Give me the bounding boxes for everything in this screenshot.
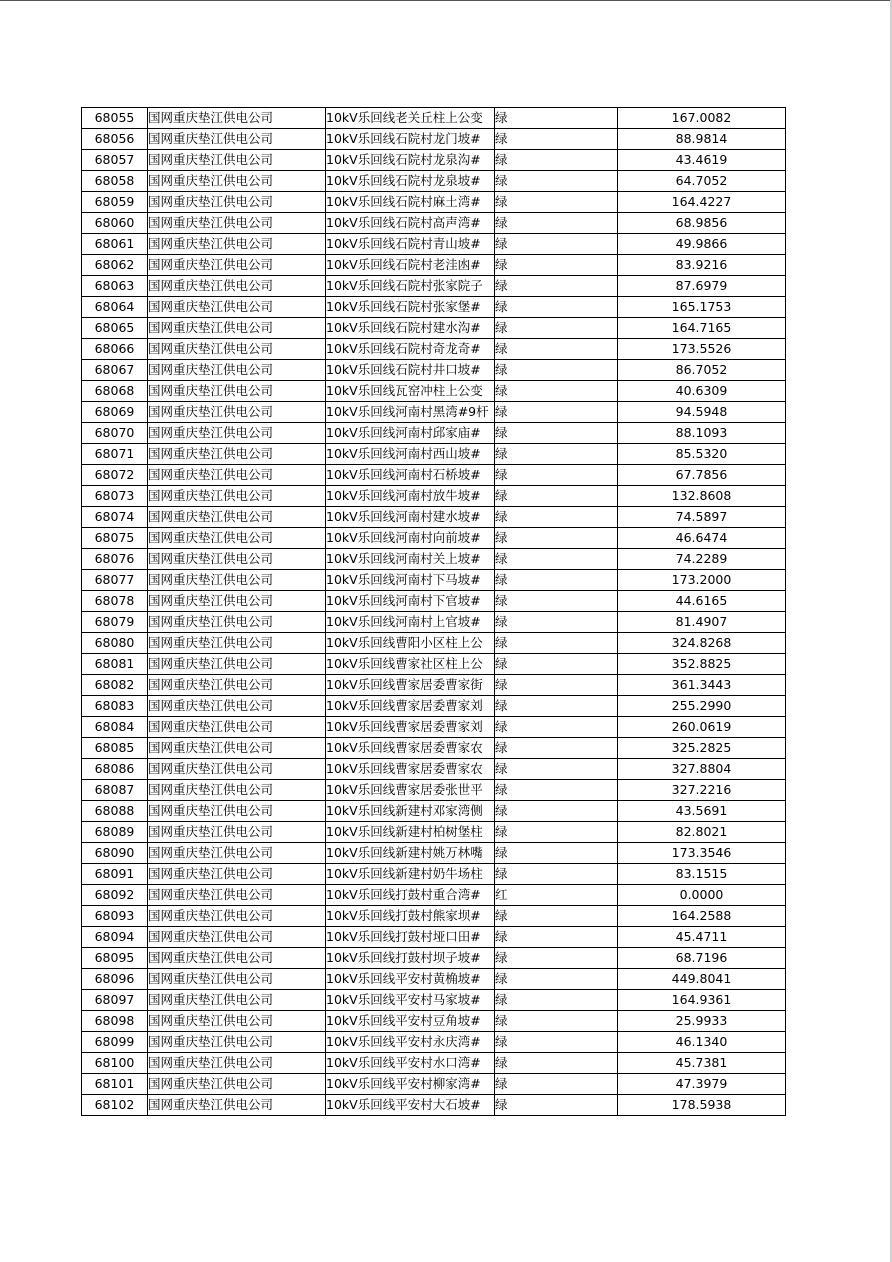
transformer-name-cell: 10kV乐回线石院村龙泉沟# bbox=[326, 150, 495, 171]
table-body bbox=[82, 108, 786, 1116]
status-cell: 绿 bbox=[495, 1032, 618, 1053]
company-cell: 国网重庆垫江供电公司 bbox=[148, 675, 326, 696]
transformer-name-cell: 10kV乐回线新建村柏树堡柱 bbox=[326, 822, 495, 843]
status-cell: 绿 bbox=[495, 234, 618, 255]
transformer-name-cell: 10kV乐回线河南村下官坡# bbox=[326, 591, 495, 612]
value-cell: 164.7165 bbox=[618, 318, 786, 339]
status-cell: 绿 bbox=[495, 927, 618, 948]
status-cell: 绿 bbox=[495, 549, 618, 570]
record-id-cell: 68096 bbox=[82, 969, 148, 990]
value-cell: 68.9856 bbox=[618, 213, 786, 234]
company-cell: 国网重庆垫江供电公司 bbox=[148, 507, 326, 528]
transformer-name-cell: 10kV乐回线平安村豆角坡# bbox=[326, 1011, 495, 1032]
value-cell: 260.0619 bbox=[618, 717, 786, 738]
record-id-cell: 68078 bbox=[82, 591, 148, 612]
transformer-name-cell: 10kV乐回线新建村姚万林嘴 bbox=[326, 843, 495, 864]
table-row bbox=[82, 381, 786, 402]
transformer-name-cell: 10kV乐回线河南村关上坡# bbox=[326, 549, 495, 570]
transformer-name-cell: 10kV乐回线瓦窑冲柱上公变 bbox=[326, 381, 495, 402]
table-row bbox=[82, 213, 786, 234]
transformer-name-cell: 10kV乐回线打鼓村坝子坡# bbox=[326, 948, 495, 969]
table-row bbox=[82, 822, 786, 843]
status-cell: 绿 bbox=[495, 1053, 618, 1074]
table-row bbox=[82, 507, 786, 528]
table-row bbox=[82, 570, 786, 591]
transformer-name-cell: 10kV乐回线石院村龙泉坡# bbox=[326, 171, 495, 192]
status-cell: 绿 bbox=[495, 864, 618, 885]
transformer-name-cell: 10kV乐回线石院村井口坡# bbox=[326, 360, 495, 381]
company-cell: 国网重庆垫江供电公司 bbox=[148, 990, 326, 1011]
record-id-cell: 68059 bbox=[82, 192, 148, 213]
record-id-cell: 68057 bbox=[82, 150, 148, 171]
status-cell: 绿 bbox=[495, 423, 618, 444]
table-row bbox=[82, 423, 786, 444]
value-cell: 449.8041 bbox=[618, 969, 786, 990]
transformer-name-cell: 10kV乐回线曹家居委张世平 bbox=[326, 780, 495, 801]
transformer-name-cell: 10kV乐回线打鼓村熊家坝# bbox=[326, 906, 495, 927]
table-row bbox=[82, 612, 786, 633]
transformer-name-cell: 10kV乐回线河南村黑湾#9杆 bbox=[326, 402, 495, 423]
value-cell: 74.5897 bbox=[618, 507, 786, 528]
company-cell: 国网重庆垫江供电公司 bbox=[148, 822, 326, 843]
value-cell: 255.2990 bbox=[618, 696, 786, 717]
company-cell: 国网重庆垫江供电公司 bbox=[148, 885, 326, 906]
status-cell: 绿 bbox=[495, 1095, 618, 1116]
status-cell: 绿 bbox=[495, 255, 618, 276]
company-cell: 国网重庆垫江供电公司 bbox=[148, 360, 326, 381]
table-row bbox=[82, 486, 786, 507]
company-cell: 国网重庆垫江供电公司 bbox=[148, 1095, 326, 1116]
company-cell: 国网重庆垫江供电公司 bbox=[148, 150, 326, 171]
data-table bbox=[81, 107, 786, 1116]
record-id-cell: 68092 bbox=[82, 885, 148, 906]
company-cell: 国网重庆垫江供电公司 bbox=[148, 444, 326, 465]
record-id-cell: 68079 bbox=[82, 612, 148, 633]
company-cell: 国网重庆垫江供电公司 bbox=[148, 843, 326, 864]
status-cell: 绿 bbox=[495, 843, 618, 864]
transformer-name-cell: 10kV乐回线曹家居委曹家刘 bbox=[326, 696, 495, 717]
transformer-name-cell: 10kV乐回线曹家居委曹家街 bbox=[326, 675, 495, 696]
value-cell: 0.0000 bbox=[618, 885, 786, 906]
company-cell: 国网重庆垫江供电公司 bbox=[148, 402, 326, 423]
table-row bbox=[82, 528, 786, 549]
value-cell: 44.6165 bbox=[618, 591, 786, 612]
record-id-cell: 68074 bbox=[82, 507, 148, 528]
value-cell: 361.3443 bbox=[618, 675, 786, 696]
value-cell: 327.8804 bbox=[618, 759, 786, 780]
table-row bbox=[82, 192, 786, 213]
table-row bbox=[82, 465, 786, 486]
record-id-cell: 68087 bbox=[82, 780, 148, 801]
status-cell: 绿 bbox=[495, 696, 618, 717]
status-cell: 绿 bbox=[495, 738, 618, 759]
record-id-cell: 68061 bbox=[82, 234, 148, 255]
company-cell: 国网重庆垫江供电公司 bbox=[148, 696, 326, 717]
value-cell: 43.4619 bbox=[618, 150, 786, 171]
company-cell: 国网重庆垫江供电公司 bbox=[148, 255, 326, 276]
record-id-cell: 68084 bbox=[82, 717, 148, 738]
company-cell: 国网重庆垫江供电公司 bbox=[148, 864, 326, 885]
transformer-name-cell: 10kV乐回线石院村奇龙奇# bbox=[326, 339, 495, 360]
status-cell: 绿 bbox=[495, 297, 618, 318]
transformer-name-cell: 10kV乐回线打鼓村重合湾# bbox=[326, 885, 495, 906]
table-row bbox=[82, 990, 786, 1011]
table-row bbox=[82, 108, 786, 129]
status-cell: 绿 bbox=[495, 675, 618, 696]
value-cell: 25.9933 bbox=[618, 1011, 786, 1032]
table-row bbox=[82, 801, 786, 822]
status-cell: 绿 bbox=[495, 1011, 618, 1032]
company-cell: 国网重庆垫江供电公司 bbox=[148, 612, 326, 633]
transformer-name-cell: 10kV乐回线河南村放牛坡# bbox=[326, 486, 495, 507]
company-cell: 国网重庆垫江供电公司 bbox=[148, 570, 326, 591]
company-cell: 国网重庆垫江供电公司 bbox=[148, 339, 326, 360]
transformer-name-cell: 10kV乐回线石院村麻土湾# bbox=[326, 192, 495, 213]
transformer-name-cell: 10kV乐回线平安村大石坡# bbox=[326, 1095, 495, 1116]
table-row bbox=[82, 717, 786, 738]
company-cell: 国网重庆垫江供电公司 bbox=[148, 948, 326, 969]
table-row bbox=[82, 255, 786, 276]
value-cell: 164.2588 bbox=[618, 906, 786, 927]
status-cell: 绿 bbox=[495, 801, 618, 822]
status-cell: 绿 bbox=[495, 906, 618, 927]
transformer-name-cell: 10kV乐回线平安村水口湾# bbox=[326, 1053, 495, 1074]
record-id-cell: 68056 bbox=[82, 129, 148, 150]
status-cell: 绿 bbox=[495, 150, 618, 171]
transformer-name-cell: 10kV乐回线曹家社区柱上公 bbox=[326, 654, 495, 675]
value-cell: 173.3546 bbox=[618, 843, 786, 864]
value-cell: 94.5948 bbox=[618, 402, 786, 423]
status-cell: 绿 bbox=[495, 381, 618, 402]
value-cell: 47.3979 bbox=[618, 1074, 786, 1095]
transformer-name-cell: 10kV乐回线平安村马家坡# bbox=[326, 990, 495, 1011]
transformer-name-cell: 10kV乐回线石院村青山坡# bbox=[326, 234, 495, 255]
value-cell: 83.9216 bbox=[618, 255, 786, 276]
value-cell: 46.6474 bbox=[618, 528, 786, 549]
value-cell: 178.5938 bbox=[618, 1095, 786, 1116]
value-cell: 173.5526 bbox=[618, 339, 786, 360]
record-id-cell: 68085 bbox=[82, 738, 148, 759]
status-cell: 绿 bbox=[495, 591, 618, 612]
table-row bbox=[82, 780, 786, 801]
table-row bbox=[82, 1095, 786, 1116]
status-cell: 绿 bbox=[495, 129, 618, 150]
record-id-cell: 68100 bbox=[82, 1053, 148, 1074]
company-cell: 国网重庆垫江供电公司 bbox=[148, 108, 326, 129]
record-id-cell: 68082 bbox=[82, 675, 148, 696]
record-id-cell: 68101 bbox=[82, 1074, 148, 1095]
company-cell: 国网重庆垫江供电公司 bbox=[148, 633, 326, 654]
transformer-name-cell: 10kV乐回线河南村向前坡# bbox=[326, 528, 495, 549]
company-cell: 国网重庆垫江供电公司 bbox=[148, 1011, 326, 1032]
value-cell: 167.0082 bbox=[618, 108, 786, 129]
value-cell: 46.1340 bbox=[618, 1032, 786, 1053]
table-row bbox=[82, 318, 786, 339]
status-cell: 绿 bbox=[495, 171, 618, 192]
table-row bbox=[82, 654, 786, 675]
record-id-cell: 68077 bbox=[82, 570, 148, 591]
value-cell: 68.7196 bbox=[618, 948, 786, 969]
record-id-cell: 68094 bbox=[82, 927, 148, 948]
value-cell: 82.8021 bbox=[618, 822, 786, 843]
status-cell: 绿 bbox=[495, 780, 618, 801]
transformer-name-cell: 10kV乐回线老关丘柱上公变 bbox=[326, 108, 495, 129]
company-cell: 国网重庆垫江供电公司 bbox=[148, 192, 326, 213]
value-cell: 64.7052 bbox=[618, 171, 786, 192]
company-cell: 国网重庆垫江供电公司 bbox=[148, 465, 326, 486]
transformer-name-cell: 10kV乐回线石院村张家院子 bbox=[326, 276, 495, 297]
value-cell: 88.9814 bbox=[618, 129, 786, 150]
record-id-cell: 68076 bbox=[82, 549, 148, 570]
transformer-name-cell: 10kV乐回线河南村石桥坡# bbox=[326, 465, 495, 486]
company-cell: 国网重庆垫江供电公司 bbox=[148, 1074, 326, 1095]
company-cell: 国网重庆垫江供电公司 bbox=[148, 969, 326, 990]
record-id-cell: 68089 bbox=[82, 822, 148, 843]
company-cell: 国网重庆垫江供电公司 bbox=[148, 738, 326, 759]
record-id-cell: 68067 bbox=[82, 360, 148, 381]
value-cell: 327.2216 bbox=[618, 780, 786, 801]
value-cell: 40.6309 bbox=[618, 381, 786, 402]
company-cell: 国网重庆垫江供电公司 bbox=[148, 276, 326, 297]
record-id-cell: 68060 bbox=[82, 213, 148, 234]
status-cell: 绿 bbox=[495, 990, 618, 1011]
value-cell: 81.4907 bbox=[618, 612, 786, 633]
status-cell: 绿 bbox=[495, 969, 618, 990]
transformer-name-cell: 10kV乐回线河南村邱家庙# bbox=[326, 423, 495, 444]
record-id-cell: 68093 bbox=[82, 906, 148, 927]
status-cell: 绿 bbox=[495, 948, 618, 969]
record-id-cell: 68080 bbox=[82, 633, 148, 654]
record-id-cell: 68065 bbox=[82, 318, 148, 339]
transformer-name-cell: 10kV乐回线石院村高声湾# bbox=[326, 213, 495, 234]
transformer-name-cell: 10kV乐回线新建村邓家湾侧 bbox=[326, 801, 495, 822]
company-cell: 国网重庆垫江供电公司 bbox=[148, 129, 326, 150]
table-row bbox=[82, 675, 786, 696]
transformer-name-cell: 10kV乐回线曹阳小区柱上公 bbox=[326, 633, 495, 654]
status-cell: 绿 bbox=[495, 528, 618, 549]
transformer-name-cell: 10kV乐回线石院村老洼凼# bbox=[326, 255, 495, 276]
record-id-cell: 68083 bbox=[82, 696, 148, 717]
table-row bbox=[82, 444, 786, 465]
value-cell: 164.4227 bbox=[618, 192, 786, 213]
value-cell: 325.2825 bbox=[618, 738, 786, 759]
company-cell: 国网重庆垫江供电公司 bbox=[148, 717, 326, 738]
record-id-cell: 68088 bbox=[82, 801, 148, 822]
record-id-cell: 68098 bbox=[82, 1011, 148, 1032]
status-cell: 绿 bbox=[495, 192, 618, 213]
status-cell: 绿 bbox=[495, 402, 618, 423]
table-row bbox=[82, 129, 786, 150]
company-cell: 国网重庆垫江供电公司 bbox=[148, 906, 326, 927]
value-cell: 87.6979 bbox=[618, 276, 786, 297]
value-cell: 165.1753 bbox=[618, 297, 786, 318]
table-row bbox=[82, 948, 786, 969]
table-row bbox=[82, 1032, 786, 1053]
value-cell: 83.1515 bbox=[618, 864, 786, 885]
table-row bbox=[82, 339, 786, 360]
record-id-cell: 68063 bbox=[82, 276, 148, 297]
transformer-name-cell: 10kV乐回线石院村建水沟# bbox=[326, 318, 495, 339]
table-row bbox=[82, 633, 786, 654]
value-cell: 67.7856 bbox=[618, 465, 786, 486]
value-cell: 43.5691 bbox=[618, 801, 786, 822]
value-cell: 85.5320 bbox=[618, 444, 786, 465]
value-cell: 45.4711 bbox=[618, 927, 786, 948]
transformer-name-cell: 10kV乐回线河南村上官坡# bbox=[326, 612, 495, 633]
company-cell: 国网重庆垫江供电公司 bbox=[148, 171, 326, 192]
record-id-cell: 68097 bbox=[82, 990, 148, 1011]
record-id-cell: 68072 bbox=[82, 465, 148, 486]
table-row bbox=[82, 1011, 786, 1032]
table-row bbox=[82, 969, 786, 990]
record-id-cell: 68064 bbox=[82, 297, 148, 318]
table-row bbox=[82, 171, 786, 192]
transformer-name-cell: 10kV乐回线曹家居委曹家农 bbox=[326, 759, 495, 780]
record-id-cell: 68086 bbox=[82, 759, 148, 780]
table-row bbox=[82, 591, 786, 612]
table-row bbox=[82, 927, 786, 948]
status-cell: 绿 bbox=[495, 465, 618, 486]
table-row bbox=[82, 150, 786, 171]
table-row bbox=[82, 843, 786, 864]
status-cell: 绿 bbox=[495, 339, 618, 360]
record-id-cell: 68091 bbox=[82, 864, 148, 885]
company-cell: 国网重庆垫江供电公司 bbox=[148, 234, 326, 255]
record-id-cell: 68102 bbox=[82, 1095, 148, 1116]
company-cell: 国网重庆垫江供电公司 bbox=[148, 1053, 326, 1074]
status-cell: 绿 bbox=[495, 717, 618, 738]
record-id-cell: 68058 bbox=[82, 171, 148, 192]
transformer-name-cell: 10kV乐回线石院村张家堡# bbox=[326, 297, 495, 318]
table-row bbox=[82, 549, 786, 570]
table-row bbox=[82, 360, 786, 381]
status-cell: 绿 bbox=[495, 612, 618, 633]
table-row bbox=[82, 696, 786, 717]
company-cell: 国网重庆垫江供电公司 bbox=[148, 528, 326, 549]
table-row bbox=[82, 1053, 786, 1074]
company-cell: 国网重庆垫江供电公司 bbox=[148, 318, 326, 339]
transformer-name-cell: 10kV乐回线河南村建水坡# bbox=[326, 507, 495, 528]
transformer-name-cell: 10kV乐回线曹家居委曹家刘 bbox=[326, 717, 495, 738]
value-cell: 164.9361 bbox=[618, 990, 786, 1011]
table-row bbox=[82, 234, 786, 255]
status-cell: 绿 bbox=[495, 822, 618, 843]
status-cell: 绿 bbox=[495, 444, 618, 465]
value-cell: 88.1093 bbox=[618, 423, 786, 444]
company-cell: 国网重庆垫江供电公司 bbox=[148, 423, 326, 444]
record-id-cell: 68070 bbox=[82, 423, 148, 444]
status-cell: 绿 bbox=[495, 486, 618, 507]
record-id-cell: 68055 bbox=[82, 108, 148, 129]
record-id-cell: 68099 bbox=[82, 1032, 148, 1053]
record-id-cell: 68062 bbox=[82, 255, 148, 276]
table-row bbox=[82, 738, 786, 759]
record-id-cell: 68081 bbox=[82, 654, 148, 675]
record-id-cell: 68073 bbox=[82, 486, 148, 507]
status-cell: 红 bbox=[495, 885, 618, 906]
table-row bbox=[82, 885, 786, 906]
status-cell: 绿 bbox=[495, 213, 618, 234]
record-id-cell: 68095 bbox=[82, 948, 148, 969]
status-cell: 绿 bbox=[495, 276, 618, 297]
status-cell: 绿 bbox=[495, 108, 618, 129]
record-id-cell: 68075 bbox=[82, 528, 148, 549]
table-row bbox=[82, 906, 786, 927]
company-cell: 国网重庆垫江供电公司 bbox=[148, 381, 326, 402]
table-row bbox=[82, 1074, 786, 1095]
value-cell: 74.2289 bbox=[618, 549, 786, 570]
company-cell: 国网重庆垫江供电公司 bbox=[148, 297, 326, 318]
transformer-name-cell: 10kV乐回线新建村奶牛场柱 bbox=[326, 864, 495, 885]
table-row bbox=[82, 402, 786, 423]
status-cell: 绿 bbox=[495, 318, 618, 339]
transformer-name-cell: 10kV乐回线河南村西山坡# bbox=[326, 444, 495, 465]
company-cell: 国网重庆垫江供电公司 bbox=[148, 213, 326, 234]
company-cell: 国网重庆垫江供电公司 bbox=[148, 927, 326, 948]
record-id-cell: 68066 bbox=[82, 339, 148, 360]
transformer-name-cell: 10kV乐回线石院村龙门坡# bbox=[326, 129, 495, 150]
transformer-name-cell: 10kV乐回线打鼓村垭口田# bbox=[326, 927, 495, 948]
status-cell: 绿 bbox=[495, 1074, 618, 1095]
status-cell: 绿 bbox=[495, 633, 618, 654]
record-id-cell: 68071 bbox=[82, 444, 148, 465]
status-cell: 绿 bbox=[495, 759, 618, 780]
company-cell: 国网重庆垫江供电公司 bbox=[148, 486, 326, 507]
value-cell: 86.7052 bbox=[618, 360, 786, 381]
company-cell: 国网重庆垫江供电公司 bbox=[148, 654, 326, 675]
value-cell: 352.8825 bbox=[618, 654, 786, 675]
record-id-cell: 68068 bbox=[82, 381, 148, 402]
table-row bbox=[82, 864, 786, 885]
transformer-name-cell: 10kV乐回线曹家居委曹家农 bbox=[326, 738, 495, 759]
record-id-cell: 68090 bbox=[82, 843, 148, 864]
page-top-border bbox=[0, 0, 892, 1]
company-cell: 国网重庆垫江供电公司 bbox=[148, 780, 326, 801]
status-cell: 绿 bbox=[495, 507, 618, 528]
table-row bbox=[82, 759, 786, 780]
value-cell: 324.8268 bbox=[618, 633, 786, 654]
value-cell: 173.2000 bbox=[618, 570, 786, 591]
company-cell: 国网重庆垫江供电公司 bbox=[148, 801, 326, 822]
transformer-name-cell: 10kV乐回线河南村下马坡# bbox=[326, 570, 495, 591]
company-cell: 国网重庆垫江供电公司 bbox=[148, 759, 326, 780]
transformer-name-cell: 10kV乐回线平安村黄桷坡# bbox=[326, 969, 495, 990]
table-row bbox=[82, 276, 786, 297]
value-cell: 49.9866 bbox=[618, 234, 786, 255]
value-cell: 132.8608 bbox=[618, 486, 786, 507]
company-cell: 国网重庆垫江供电公司 bbox=[148, 1032, 326, 1053]
status-cell: 绿 bbox=[495, 570, 618, 591]
record-id-cell: 68069 bbox=[82, 402, 148, 423]
company-cell: 国网重庆垫江供电公司 bbox=[148, 549, 326, 570]
status-cell: 绿 bbox=[495, 654, 618, 675]
value-cell: 45.7381 bbox=[618, 1053, 786, 1074]
table-row bbox=[82, 297, 786, 318]
transformer-name-cell: 10kV乐回线平安村永庆湾# bbox=[326, 1032, 495, 1053]
company-cell: 国网重庆垫江供电公司 bbox=[148, 591, 326, 612]
status-cell: 绿 bbox=[495, 360, 618, 381]
transformer-name-cell: 10kV乐回线平安村柳家湾# bbox=[326, 1074, 495, 1095]
